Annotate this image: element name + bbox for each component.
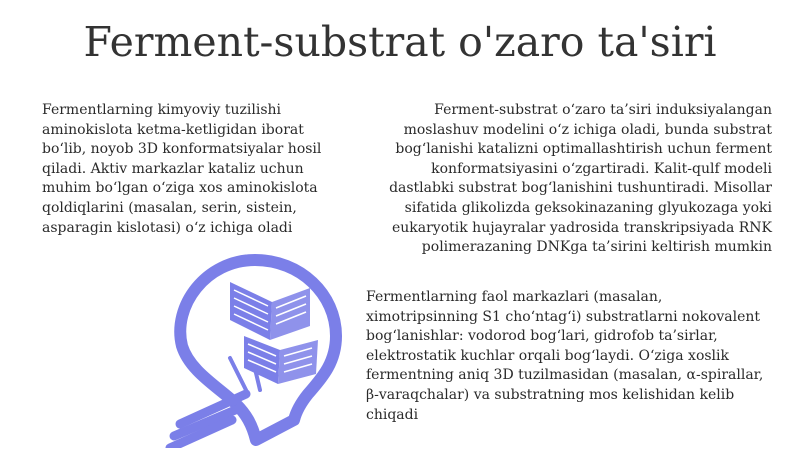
paragraph-active-site: Fermentlarning faol markazlari (masalan, ximotripsinning S1 cho‘ntag‘i) substratlarni nokovalent bog‘lanishlar: vodorod bog‘lari, gidrofob ta’sirlar, elektrostatik kuchlar orqali bog‘laydi. O‘ziga xoslik fermentning aniq 3D tuzilmasidan (masalan, α-spirallar, β-varaqchalar) va substratning mos kelishidan kelib chiqadi [366, 289, 764, 423]
paragraph-interaction: Ferment-substrat o‘zaro ta’siri induksiyalangan moslashuv modelini o‘z ichiga oladi, bunda substrat bog‘lanishi katalizni optimallashtirish uchun ferment konformatsiyasini o‘zgartiradi. Kalit-qulf modeli dastlabki substrat bog‘lanishini tushuntiradi. Misollar sifatida glikolizda geksokinazaning glyukozaga yoki eukaryotik hujayralar yadrosida transkripsiyada RNK polimerazaning DNKga ta’sirini keltirish mumkin [389, 102, 772, 256]
paragraph-structure: Fermentlarning kimyoviy tuzilishi aminokislota ketma-ketligidan iborat bo‘lib, noyob 3D konformatsiyalar hosil qiladi. Aktiv markazlar kataliz uchun muhim bo‘lgan o‘ziga xos aminokislota qoldiqlarini (masalan, serin, sistein, asparagin kislotasi) o‘z ichiga oladi [42, 102, 322, 236]
lightbulb-book-icon [160, 248, 350, 448]
slide-title: Ferment-substrat o'zaro ta'siri [83, 18, 717, 66]
book-upper [230, 282, 310, 340]
